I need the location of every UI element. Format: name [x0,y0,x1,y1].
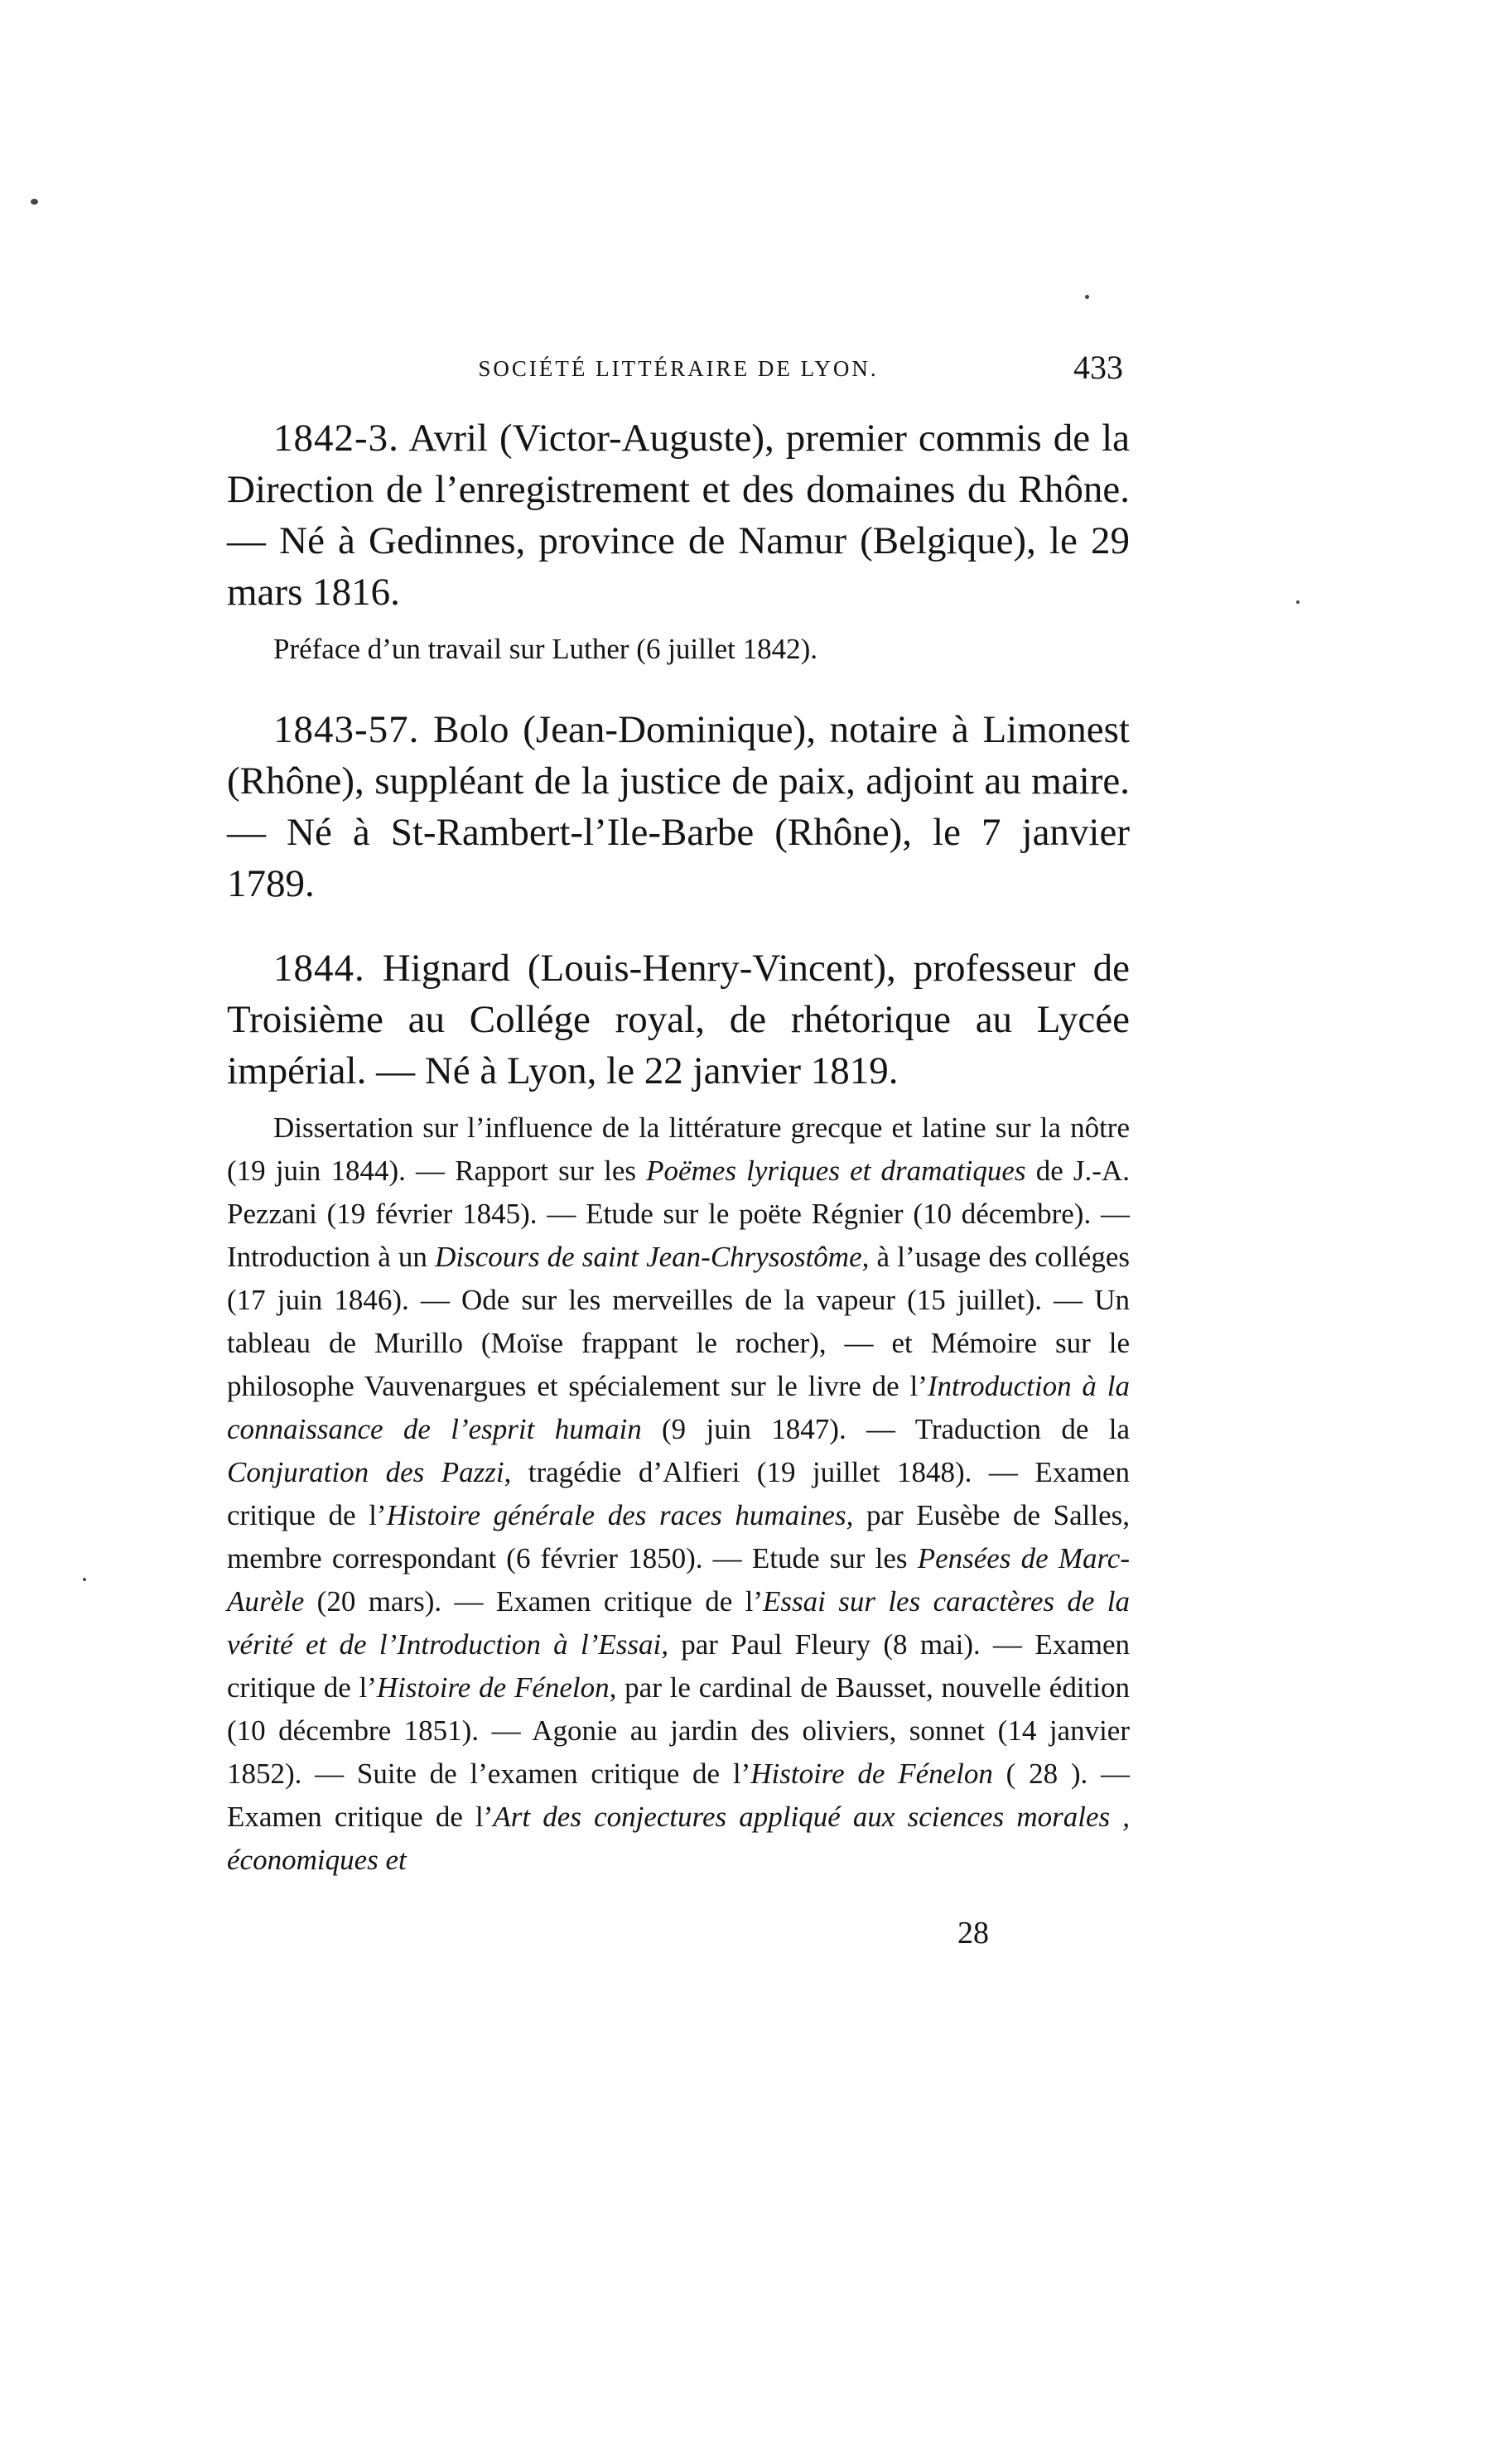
works-text: ( 28 ). — Examen critique de l’ [227,1758,1130,1833]
entry-main-text [227,704,1130,909]
works-text: de J.-A. Pezzani (19 février 1845). — Etude sur le poëte Régnier (10 décembre). — Introduction à un [227,1155,1130,1273]
works-text: (20 mars). — Examen critique de l’ [304,1585,763,1618]
scan-speck [1296,600,1300,604]
work-title: Histoire de Fénelon [750,1758,993,1790]
works-text: (9 juin 1847). — Traduction de la [641,1413,1130,1445]
work-title: Art des conjectures appliqué aux sciences morales , économiques et [227,1801,1130,1876]
works-text: à l’usage des colléges (17 juin 1846). — Ode sur les merveilles de la vapeur (15 juillet). — Un tableau de Murillo (Moïse frappant le rocher), — et Mémoire sur le philosophe Vauvenargues et spécialement sur le livre de l’ [227,1241,1130,1402]
entry-year: 1844. [273,947,365,990]
page-header [227,348,1130,398]
works-text: par Paul Fleury (8 mai). — Examen critique de l’ [227,1628,1130,1704]
entry-biography: Hignard (Louis-Henry-Vincent), professeur de Troisième au Collége royal, de rhétorique au Lycée impérial. — Né à Lyon, le 22 janvier 1819. [227,947,1130,1092]
entry-biography: Bolo (Jean-Dominique), notaire à Limonest (Rhône), suppléant de la justice de paix, adjoint au maire. — Né à St-Rambert-l’Ile-Barbe (Rhône), le 7 janvier 1789. [227,708,1130,905]
member-entry [227,704,1130,909]
entry-main-text [227,412,1130,618]
entry-year: 1842-3. [273,417,399,460]
entry-biography: Avril (Victor-Auguste), premier commis de la Direction de l’enregistrement et des domaines du Rhône.— Né à Gedinnes, province de Namur (Belgique), le 29 mars 1816. [227,417,1130,614]
signature-mark: 28 [957,1916,989,1950]
work-title: Introduction à la connaissance de l’esprit humain [227,1370,1130,1445]
page-number: 433 [1073,349,1123,386]
member-entry [227,943,1130,1882]
works-text: par le cardinal de Bausset, nouvelle édition (10 décembre 1851). — Agonie au jardin des oliviers, sonnet (14 janvier 1852). — Suite de l’examen critique de l’ [227,1671,1131,1790]
work-title: Discours de saint Jean-Chrysostôme, [435,1241,870,1273]
entry-works [227,1107,1130,1882]
running-title: SOCIÉTÉ LITTÉRAIRE DE LYON. [478,356,879,381]
work-title: Histoire générale des races humaines, [386,1499,854,1531]
entry-works: Préface d’un travail sur Luther (6 juillet 1842). [273,633,818,665]
entry-year: 1843-57. [273,708,420,751]
works-text: tragédie d’Alfieri (19 juillet 1848). — Examen critique de l’ [227,1456,1131,1531]
scan-speck [83,1578,86,1581]
work-title: Histoire de Fénelon, [376,1671,617,1704]
scan-speck [31,199,38,205]
entry-main-text [227,943,1130,1097]
work-title: Pensées de Marc-Aurèle [227,1542,1130,1618]
works-text: par Eusèbe de Salles, membre correspondant (6 février 1850). — Etude sur les [227,1499,1131,1574]
works-text: Dissertation sur l’influence de la littérature grecque et latine sur la nôtre (19 juin 1844). — Rapport sur les [227,1111,1130,1187]
member-entry [227,412,1130,671]
work-title: Conjuration des Pazzi, [227,1456,512,1488]
book-page [227,348,1130,1951]
work-title: Essai sur les caractères de la vérité et de l’Introduction à l’Essai, [227,1585,1130,1661]
work-title: Poëmes lyriques et dramatiques [646,1155,1026,1187]
scan-speck [1085,295,1089,299]
